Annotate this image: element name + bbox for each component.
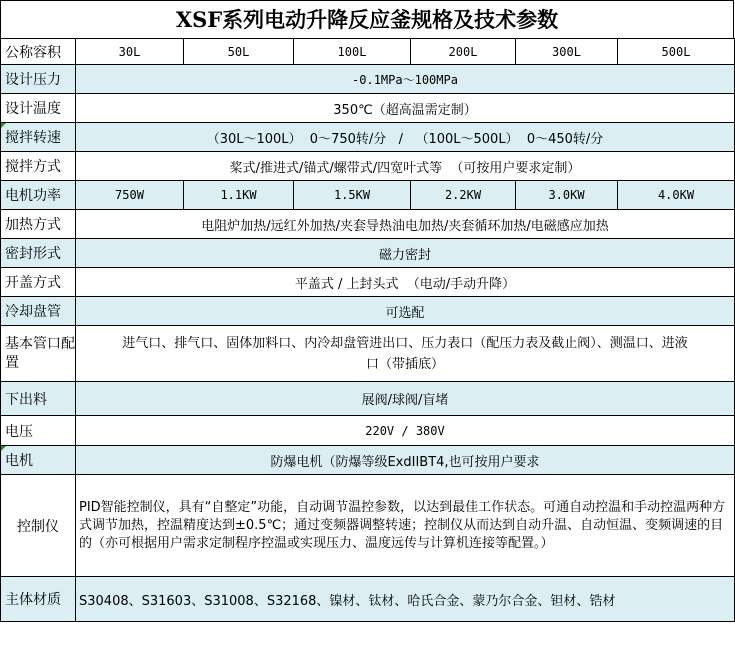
value-pressure: -0.1MPa～100MPa <box>76 65 735 94</box>
label-voltage: 电压 <box>1 416 76 446</box>
sheet-title: XSF系列电动升降反应釜规格及技术参数 <box>0 0 734 38</box>
row-lid <box>1 268 735 297</box>
value-controller: PID智能控制仪，具有“自整定”功能，自动调节温控参数，以达到最佳工作状态。可通自动控温和手动控温两种方式调节加热，控温精度达到±0.5℃；通过变频器调整转速；控制仪从而达到自动升温、自动恒温、变频调速的目的（亦可根据用户需求定制程序控温或实现压力、温度远传与计算机连接等配置。） <box>76 475 735 577</box>
value-stir-type: 桨式/推进式/锚式/螺带式/四宽叶式等 （可按用户要求定制） <box>76 152 735 181</box>
row-speed <box>1 123 735 152</box>
value-ports: 进气口、排气口、固体加料口、内冷却盘管进出口、压力表口（配压力表及截止阀）、测温口、进液口（带插底） <box>76 326 735 382</box>
row-motor-power <box>1 181 735 210</box>
row-voltage <box>1 416 735 446</box>
motor-power-cell: 1.5KW <box>294 181 411 210</box>
label-seal: 密封形式 <box>1 239 76 268</box>
value-seal: 磁力密封 <box>76 239 735 268</box>
row-stir-type <box>1 152 735 181</box>
motor-power-cell: 1.1KW <box>184 181 294 210</box>
capacity-cell: 200L <box>411 39 516 65</box>
label-motor-power: 电机功率 <box>1 181 76 210</box>
label-material: 主体材质 <box>1 577 76 622</box>
label-discharge: 下出料 <box>1 382 76 416</box>
row-temperature <box>1 94 735 123</box>
row-seal <box>1 239 735 268</box>
motor-power-cell: 2.2KW <box>411 181 516 210</box>
motor-power-cell: 4.0KW <box>618 181 735 210</box>
value-cooling: 可选配 <box>76 297 735 326</box>
capacity-cell: 300L <box>516 39 618 65</box>
spec-table <box>0 38 735 622</box>
capacity-cell: 100L <box>294 39 411 65</box>
label-speed: 搅拌转速 <box>1 123 76 152</box>
motor-power-cell: 3.0KW <box>516 181 618 210</box>
row-capacity <box>1 39 735 65</box>
label-stir-type: 搅拌方式 <box>1 152 76 181</box>
value-speed: （30L～100L） 0～750转/分 / （100L～500L） 0～450转/分 <box>76 123 735 152</box>
row-pressure <box>1 65 735 94</box>
label-ports: 基本管口配置 <box>1 326 76 382</box>
label-temperature: 设计温度 <box>1 94 76 123</box>
row-heating <box>1 210 735 239</box>
value-motor: 防爆电机（防爆等级ExdIIBT4,也可按用户要求 <box>76 446 735 475</box>
row-cooling <box>1 297 735 326</box>
capacity-cell: 50L <box>184 39 294 65</box>
label-heating: 加热方式 <box>1 210 76 239</box>
capacity-cell: 30L <box>76 39 184 65</box>
row-ports <box>1 326 735 382</box>
row-material <box>1 577 735 622</box>
capacity-cell: 500L <box>618 39 735 65</box>
value-material: S30408、S31603、S31008、S32168、镍材、钛材、哈氏合金、蒙乃尔合金、钽材、锆材 <box>76 577 735 622</box>
row-controller <box>1 475 735 577</box>
label-cooling: 冷却盘管 <box>1 297 76 326</box>
value-temperature: 350℃（超高温需定制） <box>76 94 735 123</box>
label-controller: 控制仪 <box>1 475 76 577</box>
value-voltage: 220V / 380V <box>76 416 735 446</box>
label-lid: 开盖方式 <box>1 268 76 297</box>
label-motor: 电机 <box>1 446 76 475</box>
label-capacity: 公称容积 <box>1 39 76 65</box>
label-pressure: 设计压力 <box>1 65 76 94</box>
value-discharge: 展阀/球阀/盲堵 <box>76 382 735 416</box>
row-motor <box>1 446 735 475</box>
value-lid: 平盖式 / 上封头式 （电动/手动升降） <box>76 268 735 297</box>
motor-power-cell: 750W <box>76 181 184 210</box>
value-heating: 电阻炉加热/远红外加热/夹套导热油电加热/夹套循环加热/电磁感应加热 <box>76 210 735 239</box>
row-discharge <box>1 382 735 416</box>
